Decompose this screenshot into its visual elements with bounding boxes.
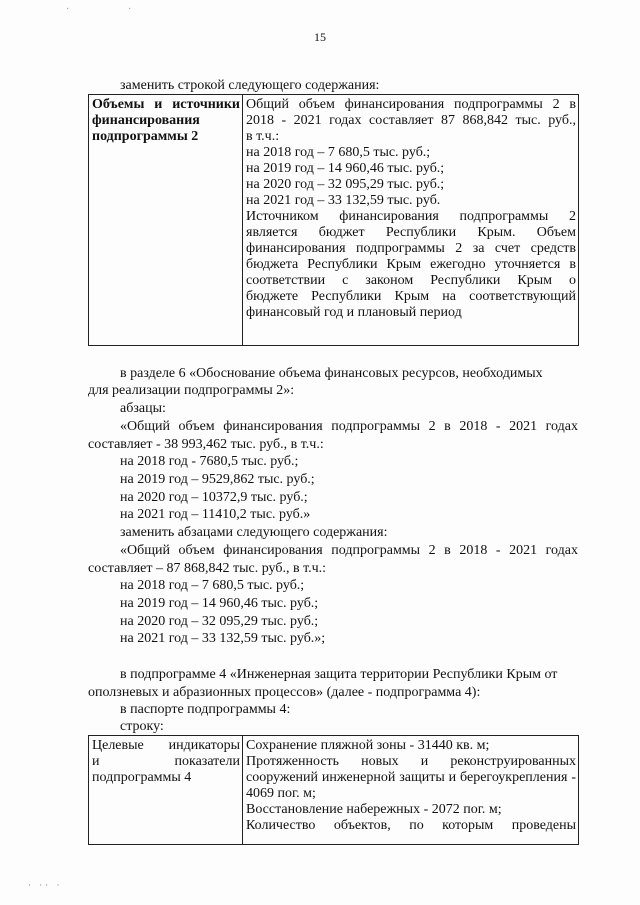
financing-table-subprogram-2 <box>88 94 579 346</box>
new-year-line: на 2021 год – 33 132,59 тыс. руб.»; <box>120 631 326 646</box>
table2-right-line: сооружений инженерной защиты и берегоукрепления - <box>246 770 576 785</box>
table1-right-line: на 2020 год – 32 095,29 тыс. руб.; <box>246 177 445 192</box>
replace-line: заменить абзацами следующего содержания: <box>120 525 388 540</box>
table2-right-line: Восстановление набережных - 2072 пог. м; <box>246 802 502 817</box>
new-year-line: на 2020 год – 32 095,29 тыс. руб.; <box>120 614 319 629</box>
old-year-line: на 2021 год – 11410,2 тыс. руб.» <box>120 507 311 522</box>
section6-line2: для реализации подпрограммы 2»: <box>88 383 295 398</box>
new-paragraph-line2: составляет – 87 868,842 тыс. руб., в т.ч.: <box>88 561 327 576</box>
table1-right-line: финансирования подпрограммы 2 за счет средств <box>246 241 576 256</box>
old-year-line: на 2020 год – 10372,9 тыс. руб.; <box>120 490 308 505</box>
table1-right-line: на 2018 год – 7 680,5 тыс. руб.; <box>246 145 431 160</box>
table1-right-line: на 2019 год – 14 960,46 тыс. руб.; <box>246 161 445 176</box>
table1-left-line: Объемы и источники <box>92 97 240 112</box>
table2-left-cell <box>89 736 243 845</box>
intro-line: заменить строкой следующего содержания: <box>120 78 380 93</box>
old-paragraph-line2: составляет - 38 993,462 тыс. руб., в т.ч.: <box>88 437 324 452</box>
sub4-line1: в подпрограмме 4 «Инженерная защита территории Республики Крым от <box>120 667 558 682</box>
table2-right-cell <box>243 736 579 845</box>
table2-right-line: 4069 пог. м; <box>246 786 316 801</box>
scan-scribble-mark: · ·· · <box>28 880 63 890</box>
table1-right-line: бюджета Республики Крым ежегодно уточняется в <box>246 257 576 272</box>
abzacy-label: абзацы: <box>120 401 166 416</box>
table1-right-line: Источником финансирования подпрограммы 2 <box>246 209 576 224</box>
table2-left-line: Целевые индикаторы <box>92 738 240 753</box>
table1-left-line: подпрограммы 2 <box>92 129 199 144</box>
table1-right-line: на 2021 год – 33 132,59 тыс. руб. <box>246 193 441 208</box>
table1-left-line: финансирования <box>92 113 200 128</box>
table1-right-line: Общий объем финансирования подпрограммы 2 в <box>246 97 576 112</box>
sub4-line4: строку: <box>120 719 164 734</box>
table2-right-line: Количество объектов, по которым проведены <box>246 818 576 833</box>
new-year-line: на 2018 год – 7 680,5 тыс. руб.; <box>120 578 305 593</box>
table2-left-line: и показатели <box>92 754 240 769</box>
new-paragraph-line1: «Общий объем финансирования подпрограммы 2 в 2018 - 2021 годах <box>120 543 578 558</box>
sub4-line3: в паспорте подпрограммы 4: <box>120 702 291 717</box>
old-year-line: на 2019 год – 9529,862 тыс. руб.; <box>120 472 315 487</box>
table1-right-cell <box>243 95 579 346</box>
new-year-line: на 2019 год – 14 960,46 тыс. руб.; <box>120 596 319 611</box>
table2-right-line: Протяженность новых и реконструированных <box>246 754 576 769</box>
table1-right-line: в т.ч.: <box>246 129 280 144</box>
table1-right-line: 2018 - 2021 годах составляет 87 868,842 тыс. руб., <box>246 113 576 128</box>
table2-left-line: подпрограммы 4 <box>92 770 192 785</box>
table1-right-line: финансовый год и плановый период <box>246 305 462 320</box>
scan-speck-mark: · <box>66 4 70 15</box>
sub4-line2: оползневых и абразионных процессов» (далее - подпрограмма 4): <box>88 685 481 700</box>
section6-line1: в разделе 6 «Обоснование объема финансовых ресурсов, необходимых <box>120 366 543 381</box>
table2-right-line: Сохранение пляжной зоны - 31440 кв. м; <box>246 738 490 753</box>
scan-speck-mark: · <box>128 4 132 15</box>
table1-right-line: является бюджет Республики Крым. Объем <box>246 225 576 240</box>
table1-right-line: соответствии с законом Республики Крым о <box>246 273 576 288</box>
table1-left-cell <box>89 95 243 346</box>
old-year-line: на 2018 год - 7680,5 тыс. руб.; <box>120 454 299 469</box>
indicators-table-subprogram-4 <box>88 735 579 845</box>
table1-right-line: бюджете Республики Крым на соответствующий <box>246 289 576 304</box>
old-paragraph-line1: «Общий объем финансирования подпрограммы 2 в 2018 - 2021 годах <box>120 419 578 434</box>
page-number: 15 <box>314 30 326 44</box>
